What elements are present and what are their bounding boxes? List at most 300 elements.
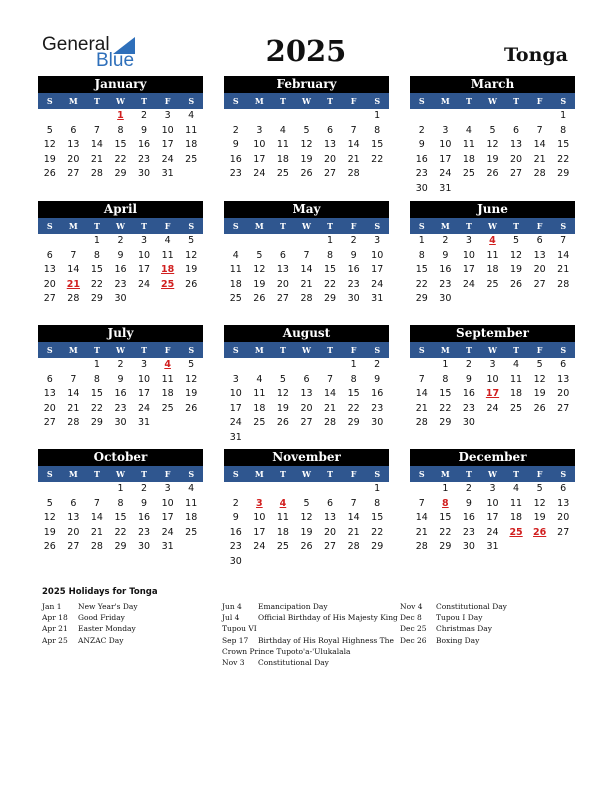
day-cell: 15 <box>324 264 337 275</box>
day-cell: 20 <box>276 278 289 290</box>
holiday-name: Christmas Day <box>436 624 492 634</box>
weekday-label: M <box>68 469 78 479</box>
day-cell: 29 <box>557 168 570 179</box>
empty-day-cell <box>38 109 62 124</box>
day-cell: 31 <box>138 417 151 428</box>
day-cell: 31 <box>161 168 174 179</box>
day-cell: 12 <box>43 139 56 150</box>
holiday-item <box>222 635 398 646</box>
day-cell: 22 <box>439 526 452 538</box>
day-cell: 21 <box>300 278 313 290</box>
weekday-label: S <box>232 221 239 231</box>
day-cell: 23 <box>138 153 151 165</box>
day-cell: 11 <box>276 139 289 150</box>
day-cell: 3 <box>489 483 496 494</box>
logo-text-general: General <box>42 34 110 55</box>
day-cell: 29 <box>90 417 103 428</box>
day-cell: 15 <box>90 264 103 275</box>
month-title: February <box>224 76 389 93</box>
day-cell: 12 <box>185 249 198 261</box>
day-cell: 26 <box>486 168 499 179</box>
day-cell: 29 <box>90 293 103 304</box>
day-cell: 30 <box>347 293 360 304</box>
weekday-label: F <box>536 345 543 355</box>
day-cell: 25 <box>510 402 523 414</box>
day-cell: 23 <box>347 278 360 290</box>
day-cell: 27 <box>67 541 80 552</box>
day-cell: 3 <box>489 359 496 370</box>
weekday-label: T <box>513 469 520 479</box>
day-cell: 2 <box>418 124 425 136</box>
day-cell: 17 <box>161 512 174 523</box>
weekday-label: W <box>302 221 311 231</box>
month-february <box>224 76 389 182</box>
day-cell: 6 <box>46 249 53 261</box>
day-cell: 28 <box>557 278 570 290</box>
day-cell: 7 <box>70 373 77 385</box>
day-cell: 29 <box>439 541 452 552</box>
day-cell: 5 <box>489 124 496 136</box>
month-title: December <box>410 449 575 466</box>
day-cell: 9 <box>465 497 472 509</box>
day-cell: 15 <box>439 512 452 523</box>
day-cell: 12 <box>533 497 546 509</box>
day-cell: 19 <box>533 388 546 399</box>
day-cell: 12 <box>43 512 56 523</box>
day-cell: 7 <box>70 249 77 261</box>
weekday-label: M <box>254 96 264 106</box>
weekday-label: S <box>232 345 239 355</box>
day-cell: 27 <box>324 541 337 552</box>
weekday-header <box>224 466 389 482</box>
day-cell: 11 <box>185 124 198 136</box>
day-cell: 19 <box>276 402 289 414</box>
day-cell: 9 <box>232 139 239 150</box>
day-cell: 15 <box>439 388 452 399</box>
day-cell: 19 <box>185 388 198 399</box>
holiday-day-cell: 3 <box>256 497 263 509</box>
empty-day-cell <box>342 482 366 497</box>
day-cell: 7 <box>93 124 100 136</box>
day-cell: 1 <box>442 359 449 370</box>
day-cell: 22 <box>114 153 127 165</box>
day-cell: 28 <box>324 417 337 428</box>
day-cell: 3 <box>232 373 239 385</box>
holidays-title: 2025 Holidays for Tonga <box>42 587 158 597</box>
weekday-label: F <box>164 221 171 231</box>
day-cell: 5 <box>188 235 195 246</box>
day-cell: 9 <box>141 124 148 136</box>
weekday-label: T <box>513 345 520 355</box>
holiday-date: Nov 4 <box>400 602 423 611</box>
day-cell: 25 <box>229 293 242 304</box>
day-cell: 15 <box>114 139 127 150</box>
day-cell: 4 <box>232 249 239 261</box>
holiday-name: Constitutional Day <box>258 658 329 668</box>
day-cell: 14 <box>415 512 428 523</box>
holiday-day-cell: 4 <box>279 497 287 509</box>
weekday-label: M <box>440 345 450 355</box>
day-cell: 28 <box>347 168 360 179</box>
holiday-date: Jun 4 <box>222 602 242 611</box>
day-cell: 17 <box>161 139 174 150</box>
holiday-name-continued: Tupou VI <box>222 624 257 634</box>
day-cell: 4 <box>465 124 472 136</box>
empty-day-cell <box>224 109 248 124</box>
day-grid <box>410 109 575 196</box>
day-cell: 28 <box>347 541 360 552</box>
month-title: August <box>224 325 389 342</box>
day-cell: 10 <box>371 249 384 261</box>
weekday-label: T <box>327 221 334 231</box>
day-cell: 20 <box>324 153 337 165</box>
day-cell: 22 <box>347 402 360 414</box>
holiday-date: Dec 26 <box>400 635 427 645</box>
month-january <box>38 76 203 182</box>
day-cell: 6 <box>327 497 334 509</box>
weekday-label: F <box>164 96 171 106</box>
day-cell: 19 <box>510 264 523 275</box>
day-cell: 8 <box>350 373 357 385</box>
holiday-date: Sep 17 <box>222 635 249 645</box>
holiday-date: Dec 25 <box>400 624 427 634</box>
day-cell: 28 <box>415 417 428 428</box>
empty-day-cell <box>38 234 62 249</box>
day-cell: 9 <box>117 249 124 261</box>
day-cell: 17 <box>138 388 151 399</box>
day-cell: 31 <box>229 431 242 443</box>
day-cell: 9 <box>442 249 449 261</box>
day-cell: 23 <box>138 526 151 538</box>
day-cell: 6 <box>536 235 543 246</box>
day-cell: 5 <box>46 497 53 509</box>
day-cell: 21 <box>347 526 360 538</box>
day-cell: 26 <box>253 293 266 304</box>
day-cell: 16 <box>462 388 475 399</box>
holiday-day-cell: 1 <box>117 110 124 121</box>
day-cell: 23 <box>371 402 384 414</box>
day-cell: 10 <box>462 249 475 261</box>
day-cell: 20 <box>43 278 56 290</box>
day-cell: 22 <box>90 402 103 414</box>
day-cell: 15 <box>347 388 360 399</box>
holiday-name: Easter Monday <box>78 624 136 634</box>
weekday-label: W <box>116 469 125 479</box>
day-cell: 5 <box>46 124 53 136</box>
empty-day-cell <box>62 482 86 497</box>
day-cell: 15 <box>114 512 127 523</box>
empty-day-cell <box>295 482 319 497</box>
weekday-header <box>38 218 203 234</box>
day-cell: 3 <box>141 235 148 246</box>
day-cell: 20 <box>67 153 80 165</box>
day-cell: 15 <box>415 264 428 275</box>
empty-day-cell <box>224 482 248 497</box>
day-cell: 25 <box>276 168 289 179</box>
day-cell: 1 <box>93 359 100 370</box>
weekday-header <box>224 93 389 109</box>
day-cell: 10 <box>486 497 499 509</box>
weekday-label: S <box>188 96 195 106</box>
empty-day-cell <box>342 109 366 124</box>
day-cell: 26 <box>185 402 198 414</box>
weekday-label: M <box>440 469 450 479</box>
day-cell: 24 <box>253 168 266 179</box>
weekday-label: F <box>350 345 357 355</box>
weekday-label: W <box>116 96 125 106</box>
day-cell: 13 <box>557 373 570 385</box>
empty-day-cell <box>271 358 295 373</box>
weekday-label: F <box>350 469 357 479</box>
day-cell: 30 <box>229 555 242 567</box>
weekday-header <box>38 466 203 482</box>
day-grid <box>410 358 575 431</box>
weekday-label: S <box>46 469 53 479</box>
weekday-label: S <box>560 469 567 479</box>
holiday-item <box>222 601 398 612</box>
day-cell: 25 <box>486 278 499 290</box>
weekday-label: S <box>232 469 239 479</box>
weekday-label: M <box>440 96 450 106</box>
weekday-label: S <box>374 221 381 231</box>
day-cell: 27 <box>324 168 337 179</box>
empty-day-cell <box>481 109 505 124</box>
day-cell: 2 <box>141 483 148 494</box>
empty-day-cell <box>248 234 272 249</box>
month-april <box>38 201 203 307</box>
day-cell: 29 <box>439 417 452 428</box>
day-cell: 22 <box>415 278 428 290</box>
weekday-label: S <box>560 221 567 231</box>
day-cell: 27 <box>43 293 56 304</box>
day-cell: 21 <box>67 402 80 414</box>
day-cell: 24 <box>486 526 499 538</box>
empty-day-cell <box>271 482 295 497</box>
month-title: November <box>224 449 389 466</box>
day-cell: 7 <box>327 373 334 385</box>
day-cell: 2 <box>374 359 381 370</box>
day-cell: 9 <box>232 512 239 523</box>
weekday-label: S <box>46 221 53 231</box>
day-cell: 14 <box>347 139 360 150</box>
day-cell: 27 <box>510 168 523 179</box>
empty-day-cell <box>85 109 109 124</box>
day-cell: 27 <box>557 402 570 414</box>
day-cell: 18 <box>276 526 289 538</box>
day-cell: 16 <box>138 139 151 150</box>
day-grid <box>410 482 575 555</box>
weekday-label: S <box>560 345 567 355</box>
day-cell: 8 <box>93 249 100 261</box>
day-cell: 28 <box>90 541 103 552</box>
day-cell: 3 <box>465 235 472 246</box>
day-cell: 19 <box>533 512 546 523</box>
day-cell: 4 <box>513 359 520 370</box>
holiday-date: Apr 18 <box>42 613 68 623</box>
day-cell: 5 <box>303 497 310 509</box>
weekday-label: T <box>327 469 334 479</box>
day-cell: 3 <box>256 124 263 136</box>
day-cell: 30 <box>114 293 127 304</box>
empty-day-cell <box>62 358 86 373</box>
day-cell: 30 <box>439 293 452 304</box>
day-cell: 13 <box>510 139 523 150</box>
month-august <box>224 325 389 445</box>
day-cell: 28 <box>300 293 313 304</box>
day-cell: 11 <box>510 497 523 509</box>
empty-day-cell <box>85 482 109 497</box>
month-title: January <box>38 76 203 93</box>
day-cell: 25 <box>185 526 198 538</box>
day-cell: 23 <box>229 168 242 179</box>
day-cell: 25 <box>185 153 198 165</box>
weekday-label: T <box>513 96 520 106</box>
day-cell: 25 <box>161 402 174 414</box>
day-cell: 18 <box>229 278 242 290</box>
day-cell: 1 <box>350 359 357 370</box>
day-cell: 26 <box>300 541 313 552</box>
weekday-label: F <box>536 469 543 479</box>
weekday-label: T <box>93 221 100 231</box>
day-cell: 7 <box>560 235 567 246</box>
day-cell: 26 <box>533 402 546 414</box>
day-cell: 8 <box>418 249 425 261</box>
day-cell: 24 <box>229 417 242 428</box>
day-cell: 8 <box>117 124 124 136</box>
weekday-label: M <box>440 221 450 231</box>
holiday-column <box>400 601 507 646</box>
day-cell: 28 <box>67 417 80 428</box>
day-cell: 12 <box>185 373 198 385</box>
weekday-label: S <box>418 469 425 479</box>
holiday-item <box>42 612 138 623</box>
day-cell: 16 <box>114 264 127 275</box>
holiday-day-cell: 25 <box>161 278 175 290</box>
weekday-label: T <box>141 345 148 355</box>
day-cell: 17 <box>462 264 475 275</box>
day-cell: 29 <box>347 417 360 428</box>
day-cell: 31 <box>439 182 452 194</box>
day-cell: 18 <box>185 512 198 523</box>
day-cell: 18 <box>253 402 266 414</box>
day-cell: 12 <box>300 139 313 150</box>
holiday-column <box>222 601 398 668</box>
day-cell: 25 <box>276 541 289 552</box>
day-cell: 23 <box>114 402 127 414</box>
weekday-label: T <box>513 221 520 231</box>
day-cell: 30 <box>462 417 475 428</box>
day-cell: 10 <box>138 373 151 385</box>
day-cell: 16 <box>138 512 151 523</box>
weekday-header <box>410 342 575 358</box>
holiday-name: New Year's Day <box>78 602 138 611</box>
holiday-name: Official Birthday of His Majesty King <box>258 613 398 623</box>
day-grid <box>38 358 203 431</box>
empty-day-cell <box>38 482 62 497</box>
weekday-label: S <box>374 345 381 355</box>
weekday-label: M <box>254 469 264 479</box>
weekday-label: W <box>302 345 311 355</box>
month-october <box>38 449 203 555</box>
day-cell: 19 <box>300 153 313 165</box>
empty-day-cell <box>224 234 248 249</box>
day-cell: 9 <box>350 249 357 261</box>
weekday-label: W <box>488 96 497 106</box>
day-cell: 1 <box>93 235 100 246</box>
empty-day-cell <box>410 109 434 124</box>
day-grid <box>224 234 389 307</box>
day-cell: 10 <box>161 497 174 509</box>
weekday-label: T <box>279 221 286 231</box>
day-cell: 16 <box>371 388 384 399</box>
holiday-item <box>400 623 507 634</box>
month-march <box>410 76 575 196</box>
day-cell: 16 <box>439 264 452 275</box>
day-cell: 5 <box>536 359 543 370</box>
weekday-label: W <box>302 96 311 106</box>
weekday-label: W <box>488 345 497 355</box>
day-cell: 15 <box>90 388 103 399</box>
holiday-day-cell: 26 <box>533 526 547 538</box>
day-cell: 19 <box>253 278 266 290</box>
day-cell: 4 <box>256 373 263 385</box>
day-cell: 1 <box>117 483 124 494</box>
day-cell: 24 <box>462 278 475 290</box>
day-cell: 27 <box>276 293 289 304</box>
day-cell: 7 <box>418 497 425 509</box>
day-cell: 8 <box>117 497 124 509</box>
day-cell: 2 <box>350 235 357 246</box>
day-cell: 20 <box>67 526 80 538</box>
day-cell: 13 <box>557 497 570 509</box>
day-cell: 7 <box>93 497 100 509</box>
day-cell: 26 <box>276 417 289 428</box>
day-cell: 24 <box>161 526 174 538</box>
empty-day-cell <box>457 109 481 124</box>
day-cell: 11 <box>510 373 523 385</box>
weekday-label: S <box>188 469 195 479</box>
day-cell: 30 <box>462 541 475 552</box>
empty-day-cell <box>271 234 295 249</box>
holiday-date: Jan 1 <box>42 602 62 611</box>
empty-day-cell <box>271 109 295 124</box>
day-cell: 29 <box>415 293 428 304</box>
month-december <box>410 449 575 555</box>
weekday-label: S <box>188 345 195 355</box>
empty-day-cell <box>318 109 342 124</box>
day-cell: 1 <box>327 235 334 246</box>
weekday-header <box>410 93 575 109</box>
day-cell: 18 <box>510 512 523 523</box>
day-cell: 6 <box>560 359 567 370</box>
day-cell: 3 <box>164 483 171 494</box>
weekday-label: M <box>254 345 264 355</box>
day-cell: 12 <box>276 388 289 399</box>
weekday-header <box>410 218 575 234</box>
day-cell: 4 <box>164 235 171 246</box>
day-cell: 14 <box>90 512 103 523</box>
month-title: October <box>38 449 203 466</box>
day-cell: 23 <box>462 526 475 538</box>
day-cell: 6 <box>279 249 286 261</box>
month-title: March <box>410 76 575 93</box>
day-cell: 11 <box>161 249 174 261</box>
day-cell: 30 <box>415 182 428 194</box>
weekday-label: F <box>164 469 171 479</box>
empty-day-cell <box>434 109 458 124</box>
day-cell: 10 <box>486 373 499 385</box>
day-cell: 1 <box>374 483 381 494</box>
